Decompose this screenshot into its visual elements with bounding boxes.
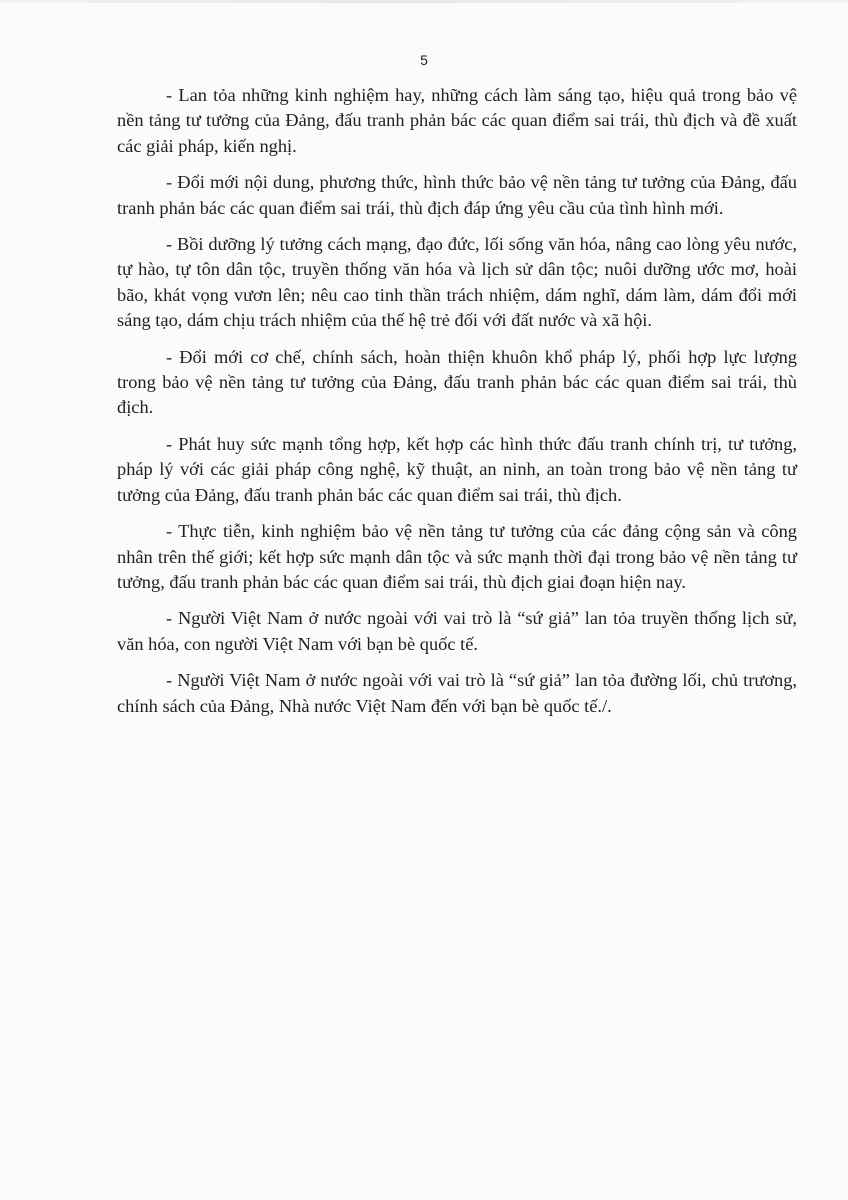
document-body (117, 83, 797, 730)
paragraph: - Người Việt Nam ở nước ngoài với vai trò là “sứ giả” lan tỏa đường lối, chủ trương, chính sách của Đảng, Nhà nước Việt Nam đến với bạn bè quốc tế./. (117, 670, 797, 716)
paragraph: - Phát huy sức mạnh tổng hợp, kết hợp các hình thức đấu tranh chính trị, tư tưởng, pháp lý với các giải pháp công nghệ, kỹ thuật, an ninh, an toàn trong bảo vệ nền tảng tư tưởng của Đảng, đấu tranh phản bác các quan điểm sai trái, thù địch. (117, 433, 797, 505)
paragraph: - Đổi mới nội dung, phương thức, hình thức bảo vệ nền tảng tư tưởng của Đảng, đấu tranh phản bác các quan điểm sai trái, thù địch đáp ứng yêu cầu của tình hình mới. (117, 172, 797, 218)
page-number: 5 (420, 52, 428, 68)
paragraph: - Thực tiễn, kinh nghiệm bảo vệ nền tảng tư tưởng của các đảng cộng sản và công nhân trên thế giới; kết hợp sức mạnh dân tộc và sức mạnh thời đại trong bảo vệ nền tảng tư tưởng, đấu tranh phản bác các quan điểm sai trái, thù địch giai đoạn hiện nay. (117, 521, 797, 592)
scan-edge (0, 0, 848, 3)
paragraph: - Lan tỏa những kinh nghiệm hay, những cách làm sáng tạo, hiệu quả trong bảo vệ nền tảng tư tưởng của Đảng, đấu tranh phản bác các quan điểm sai trái, thù địch và đề xuất các giải pháp, kiến nghị. (117, 85, 797, 156)
paragraph: - Đổi mới cơ chế, chính sách, hoàn thiện khuôn khổ pháp lý, phối hợp lực lượng trong bảo vệ nền tảng tư tưởng của Đảng, đấu tranh phản bác các quan điểm sai trái, thù địch. (117, 346, 797, 418)
paragraph: - Bồi dưỡng lý tưởng cách mạng, đạo đức, lối sống văn hóa, nâng cao lòng yêu nước, tự hào, tự tôn dân tộc, truyền thống văn hóa và lịch sử dân tộc; nuôi dưỡng ước mơ, hoài bão, khát vọng vươn lên; nêu cao tinh thần trách nhiệm, dám nghĩ, dám làm, dám đổi mới sáng tạo, dám chịu trách nhiệm của thế hệ trẻ đối với đất nước và xã hội. (117, 234, 797, 331)
paragraph: - Người Việt Nam ở nước ngoài với vai trò là “sứ giả” lan tỏa truyền thống lịch sử, văn hóa, con người Việt Nam với bạn bè quốc tế. (117, 608, 797, 654)
